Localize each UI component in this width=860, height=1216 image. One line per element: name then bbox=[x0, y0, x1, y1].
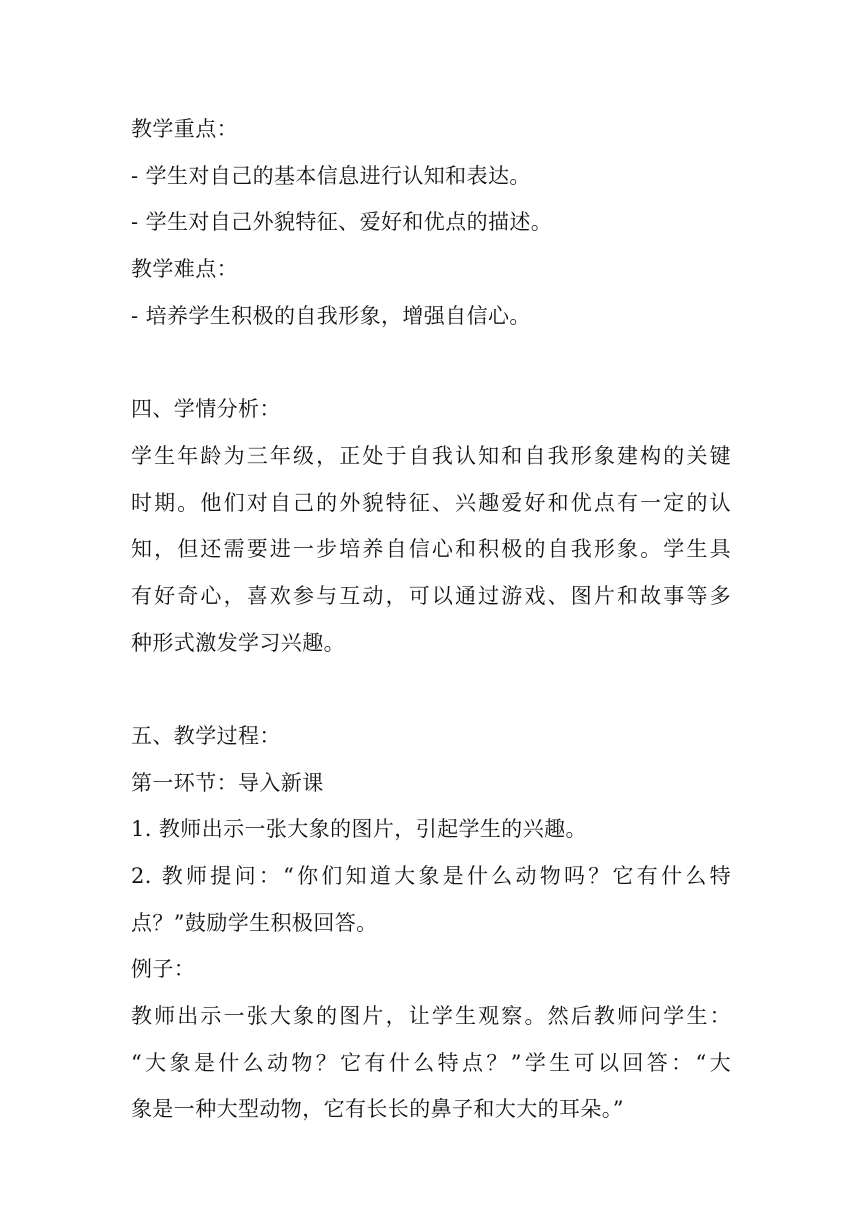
example-line: 象是一种大型动物，它有长长的鼻子和大大的耳朵。” bbox=[131, 1097, 624, 1122]
process-item-continued: 点？”鼓励学生积极回答。 bbox=[131, 910, 378, 935]
paragraph-gap bbox=[131, 666, 731, 713]
example-heading: 例子： bbox=[131, 957, 196, 982]
process-heading: 五、教学过程： bbox=[131, 723, 281, 748]
process-item: 1. 教师出示一张大象的图片，引起学生的兴趣。 bbox=[131, 817, 587, 842]
analysis-line: 种形式激发学习兴趣。 bbox=[131, 630, 345, 655]
process-item: 2. 教师提问：“你们知道大象是什么动物吗？它有什么特 bbox=[131, 864, 731, 888]
example-line: 教师出示一张大象的图片，让学生观察。然后教师问学生： bbox=[131, 1004, 731, 1029]
analysis-line: 知，但还需要进一步培养自信心和积极的自我形象。学生具 bbox=[131, 537, 731, 562]
focus-item: - 学生对自己的基本信息进行认知和表达。 bbox=[131, 163, 531, 188]
example-line: “大象是什么动物？它有什么特点？”学生可以回答：“大 bbox=[131, 1050, 731, 1075]
step1-heading: 第一环节：导入新课 bbox=[131, 770, 324, 795]
difficulty-heading: 教学难点： bbox=[131, 257, 238, 282]
difficulty-item: - 培养学生积极的自我形象，增强自信心。 bbox=[131, 303, 531, 328]
analysis-heading: 四、学情分析： bbox=[131, 397, 281, 422]
paragraph-gap bbox=[131, 339, 731, 386]
analysis-line: 时期。他们对自己的外貌特征、兴趣爱好和优点有一定的认 bbox=[131, 490, 731, 515]
analysis-line: 有好奇心，喜欢参与互动，可以通过游戏、图片和故事等多 bbox=[131, 583, 731, 608]
focus-item: - 学生对自己外貌特征、爱好和优点的描述。 bbox=[131, 210, 553, 235]
document-body bbox=[131, 106, 731, 1133]
analysis-line: 学生年龄为三年级，正处于自我认知和自我形象建构的关键 bbox=[131, 443, 731, 468]
focus-heading: 教学重点： bbox=[131, 117, 238, 141]
